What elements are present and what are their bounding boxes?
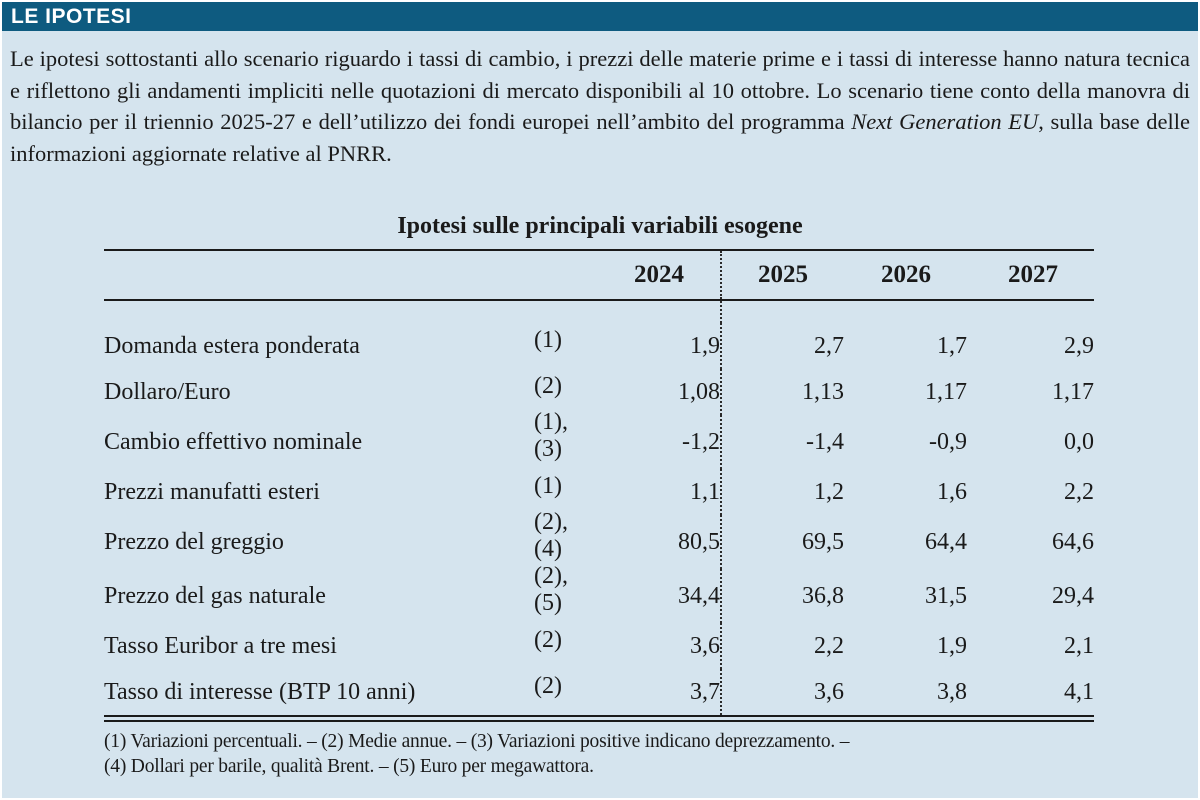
cell-value: 3,7 — [596, 669, 721, 719]
cell-value: -0,9 — [929, 428, 967, 455]
column-header-2027: 2027 — [1008, 261, 1058, 288]
cell-value: 1,9 — [596, 323, 721, 369]
section-title: LE IPOTESI — [11, 4, 132, 28]
cell-value: 4,1 — [1064, 678, 1094, 705]
footnote-marker: (2) — [534, 626, 562, 653]
row-label: Tasso Euribor a tre mesi — [104, 632, 337, 659]
footnote-marker: (2), (4) — [534, 509, 568, 562]
table-wrapper — [104, 249, 1094, 722]
row-label: Cambio effettivo nominale — [104, 428, 363, 455]
table-title: Ipotesi sulle principali variabili esogene — [397, 213, 803, 239]
cell-value: 1,9 — [937, 632, 967, 659]
spacer-row — [104, 300, 1094, 323]
table-footnotes — [104, 729, 1096, 779]
footnote-marker: (2) — [534, 372, 562, 399]
cell-value: -1,4 — [806, 428, 844, 455]
cell-value: 2,1 — [1064, 632, 1094, 659]
footnote-line: (1) Variazioni percentuali. – (2) Medie annue. – (3) Variazioni positive indicano deprezzamento. – — [104, 731, 850, 752]
section-header-bar — [2, 2, 1198, 31]
cell-value: 36,8 — [802, 582, 844, 609]
cell-value: 3,6 — [596, 623, 721, 669]
cell-value: 1,2 — [814, 478, 844, 505]
cell-value: -1,2 — [596, 415, 721, 469]
row-label: Prezzi manufatti esteri — [104, 478, 320, 505]
assumptions-table — [104, 249, 1094, 722]
table-row — [104, 669, 1094, 719]
column-header-2025: 2025 — [758, 261, 808, 288]
footnote-marker: (2), (5) — [534, 563, 568, 616]
cell-value: 64,6 — [1052, 528, 1094, 555]
cell-value: 29,4 — [1052, 582, 1094, 609]
cell-value: 1,17 — [925, 378, 967, 405]
cell-value: 3,6 — [814, 678, 844, 705]
footnote-marker: (1), (3) — [534, 409, 568, 462]
row-label: Tasso di interesse (BTP 10 anni) — [104, 678, 416, 705]
footnote-marker: (2) — [534, 672, 562, 699]
row-label: Dollaro/Euro — [104, 378, 231, 405]
row-label: Prezzo del greggio — [104, 528, 284, 555]
table-row — [104, 569, 1094, 623]
row-label: Prezzo del gas naturale — [104, 582, 326, 609]
footnote-line: (4) Dollari per barile, qualità Brent. – (5) Euro per megawattora. — [104, 756, 594, 777]
cell-value: 1,08 — [596, 369, 721, 415]
cell-value: 69,5 — [802, 528, 844, 555]
column-header-2024: 2024 — [596, 250, 721, 300]
column-header-2026: 2026 — [881, 261, 931, 288]
table-row — [104, 623, 1094, 669]
cell-value: 1,6 — [937, 478, 967, 505]
header-empty-label — [104, 250, 534, 300]
cell-value: 34,4 — [596, 569, 721, 623]
cell-value: 3,8 — [937, 678, 967, 705]
footnote-marker: (1) — [534, 472, 562, 499]
cell-value: 0,0 — [1064, 428, 1094, 455]
cell-value: 64,4 — [925, 528, 967, 555]
intro-paragraph — [2, 31, 1198, 169]
table-row — [104, 415, 1094, 469]
row-label: Domanda estera ponderata — [104, 332, 360, 359]
intro-text-2: , sulla base delle informazioni aggiornate relative al PNRR. — [10, 109, 1190, 166]
cell-value: 2,2 — [814, 632, 844, 659]
cell-value: 31,5 — [925, 582, 967, 609]
cell-value: 80,5 — [596, 515, 721, 569]
intro-text-1: Le ipotesi sottostanti allo scenario riguardo i tassi di cambio, i prezzi delle materie prime e i tassi di interesse hanno natura tecnica e riflettono gli andamenti impliciti nelle quotazioni di mercato disponibili al 10 ottobre. Lo scenario tiene conto della manovra di bilancio per il triennio 2025-27 e dell’utilizzo dei fondi europei nell’ambito del programma — [10, 46, 1190, 134]
cell-value: 1,17 — [1052, 378, 1094, 405]
header-empty-note — [534, 250, 596, 300]
table-row — [104, 515, 1094, 569]
cell-value: 2,9 — [1064, 332, 1094, 359]
cell-value: 1,1 — [596, 469, 721, 515]
table-row — [104, 469, 1094, 515]
cell-value: 1,13 — [802, 378, 844, 405]
intro-italic-text: Next Generation EU — [851, 109, 1039, 134]
table-row — [104, 369, 1094, 415]
footnote-marker: (1) — [534, 326, 562, 353]
cell-value: 2,2 — [1064, 478, 1094, 505]
cell-value: 2,7 — [814, 332, 844, 359]
table-row — [104, 323, 1094, 369]
cell-value: 1,7 — [937, 332, 967, 359]
header-row — [104, 250, 1094, 300]
